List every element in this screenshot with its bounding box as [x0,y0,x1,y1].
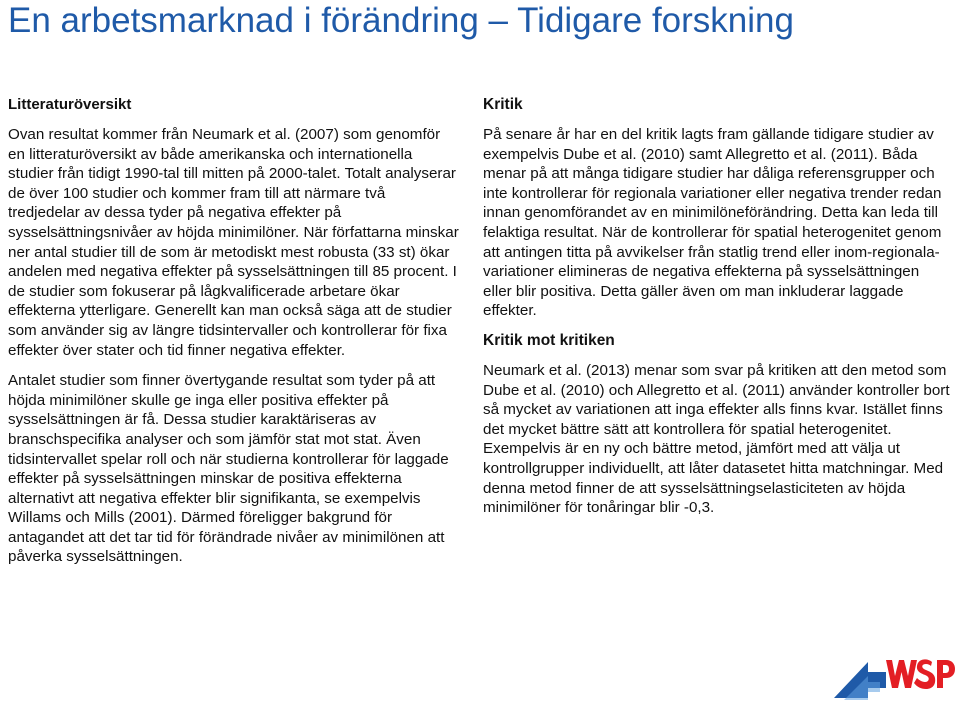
section-heading-kritik: Kritik [483,96,523,113]
right-column [483,96,951,518]
section-heading-kritik-mot-kritiken: Kritik mot kritiken [483,331,615,349]
section-heading-litteraturoversikt: Litteraturöversikt [8,96,132,113]
left-paragraph-1: Ovan resultat kommer från Neumark et al. (2007) som genomför en litteraturöversikt av både amerikanska och internationella studier från tidigt 1990-tal till mitten på 2000-talet. Totalt analyserar de över 100 studier och kommer fram till att närmare två tredjedelar av dessa tyder på negativa effekter på sysselsättningsnivåer av höjda minimilöner. När författarna minskar ner antal studier till de som är metodiskt mest robusta (33 st) ökar andelen med negativa effekter på sysselsättningen till 85 procent. I de studier som fokuserar på lågkvalificerade arbetare ökar effekterna ytterligare. Generellt kan man också säga att de studier som använder sig av längre tidsintervaller och kontrollerar för fixa effekter över stater och tid finner negativa effekter. [8,126,459,359]
left-paragraph-2: Antalet studier som finner övertygande resultat som tyder på att höjda minimilöner skulle ge inga eller positiva effekter på sysselsättningen är få. Dessa studier karaktäriseras av branschspecifika analyser och som jämför stat mot stat. Även tidsintervallet spelar roll och när studierna kontrollerar för laggade effekter på sysselsättningen minskar de positiva effekterna alternativt att negativa effekter blir signifikanta, se exempelvis Willams och Mills (2001). Därmed föreligger bakgrund för antagandet att det tar tid för förändrade nivåer av minimilönen att påverka sysselsättningen. [8,372,449,566]
wsp-logo [828,648,956,708]
left-column [8,96,460,567]
right-paragraph-1: På senare år har en del kritik lagts fram gällande tidigare studier av exempelvis Dube et al. (2010) samt Allegretto et al. (2011). Båda menar på att många tidigare studier har dåliga referensgrupper och inte kontrollerar för regionala variationer eller negativa trender redan innan genomförandet av en minimilöneförändring. Detta kan leda till felaktiga resultat. När de kontrollerar för spatial heterogenitet genom att antingen titta på avvikelser från statlig trend eller inom-regionala-variationer elimineras de negativa effekterna på sysselsättningen eller blir positiva. Detta gäller även om man inkluderar laggade effekter. [483,126,942,320]
right-paragraph-2: Neumark et al. (2013) menar som svar på kritiken att den metod som Dube et al. (2010) och Allegretto et al. (2011) använder kontroller bort så mycket av variationen att inga effekter alls finns kvar. Istället finns det mycket bättre sätt att kontrollera för spatial heterogenitet. Exempelvis är en ny och bättre metod, jämfört med att välja ut kontrollgrupper individuellt, att låter datasetet hitta matchningar. Med denna metod finner de att sysselsättningselasticiteten av höjda minimilöner för tonåringar blir -0,3. [483,361,950,517]
wsp-logo-graphic [828,648,956,708]
logo-wsp-letters [886,659,955,689]
page-title: En arbetsmarknad i förändring – Tidigare forskning [8,1,794,40]
